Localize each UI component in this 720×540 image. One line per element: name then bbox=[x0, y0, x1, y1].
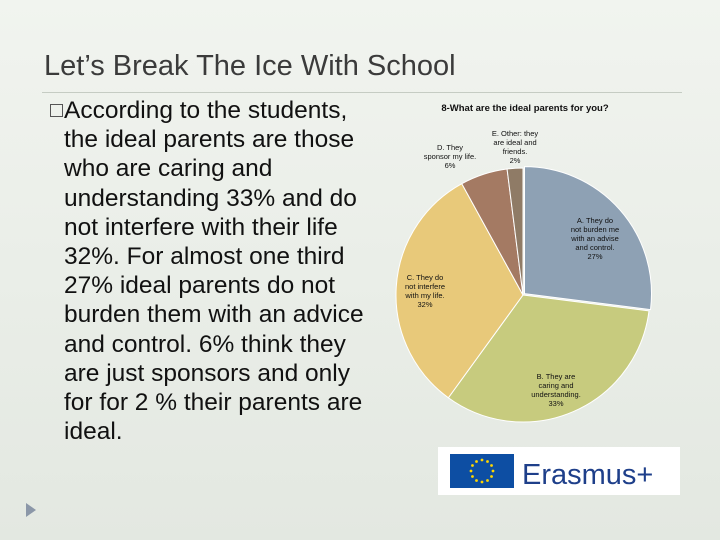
slide-arrow-icon bbox=[26, 503, 36, 517]
erasmus-logo bbox=[438, 447, 680, 495]
pie-label-d: D. They sponsor my life. 6% bbox=[423, 143, 477, 170]
pie-chart bbox=[380, 90, 700, 440]
eu-star-icon bbox=[471, 464, 474, 467]
eu-star-icon bbox=[492, 470, 495, 473]
pie-label-a: A. They do not burden me with an advise and control. 27% bbox=[570, 216, 620, 261]
eu-star-icon bbox=[475, 460, 478, 463]
pie-label-e: E. Other: they are ideal and friends. 2% bbox=[491, 129, 539, 165]
eu-star-icon bbox=[486, 479, 489, 482]
chart-title: 8-What are the ideal parents for you? bbox=[441, 103, 609, 114]
eu-star-icon bbox=[470, 470, 473, 473]
slide-title: Let’s Break The Ice With School bbox=[44, 50, 456, 82]
pie-label-c: C. They do not interfere with my life. 32% bbox=[404, 273, 446, 309]
logo-text: Erasmus+ bbox=[522, 459, 654, 491]
square-bullet-icon bbox=[50, 104, 63, 117]
eu-star-icon bbox=[490, 464, 493, 467]
bullet-paragraph: According to the students, the ideal parents are those who are caring and understanding 33% and do not interfere with their life 32%. For almost one third 27% ideal parents do not burden them with an advice and control. 6% think they are just sponsors and only for for 2 % their parents are ideal. bbox=[64, 97, 364, 446]
pie-label-b: B. They are caring and understanding. 33% bbox=[531, 372, 581, 408]
eu-star-icon bbox=[486, 460, 489, 463]
eu-star-icon bbox=[490, 475, 493, 478]
eu-star-icon bbox=[481, 459, 484, 462]
eu-star-icon bbox=[471, 475, 474, 478]
eu-star-icon bbox=[475, 479, 478, 482]
eu-star-icon bbox=[481, 481, 484, 484]
bullet-block bbox=[50, 96, 380, 446]
